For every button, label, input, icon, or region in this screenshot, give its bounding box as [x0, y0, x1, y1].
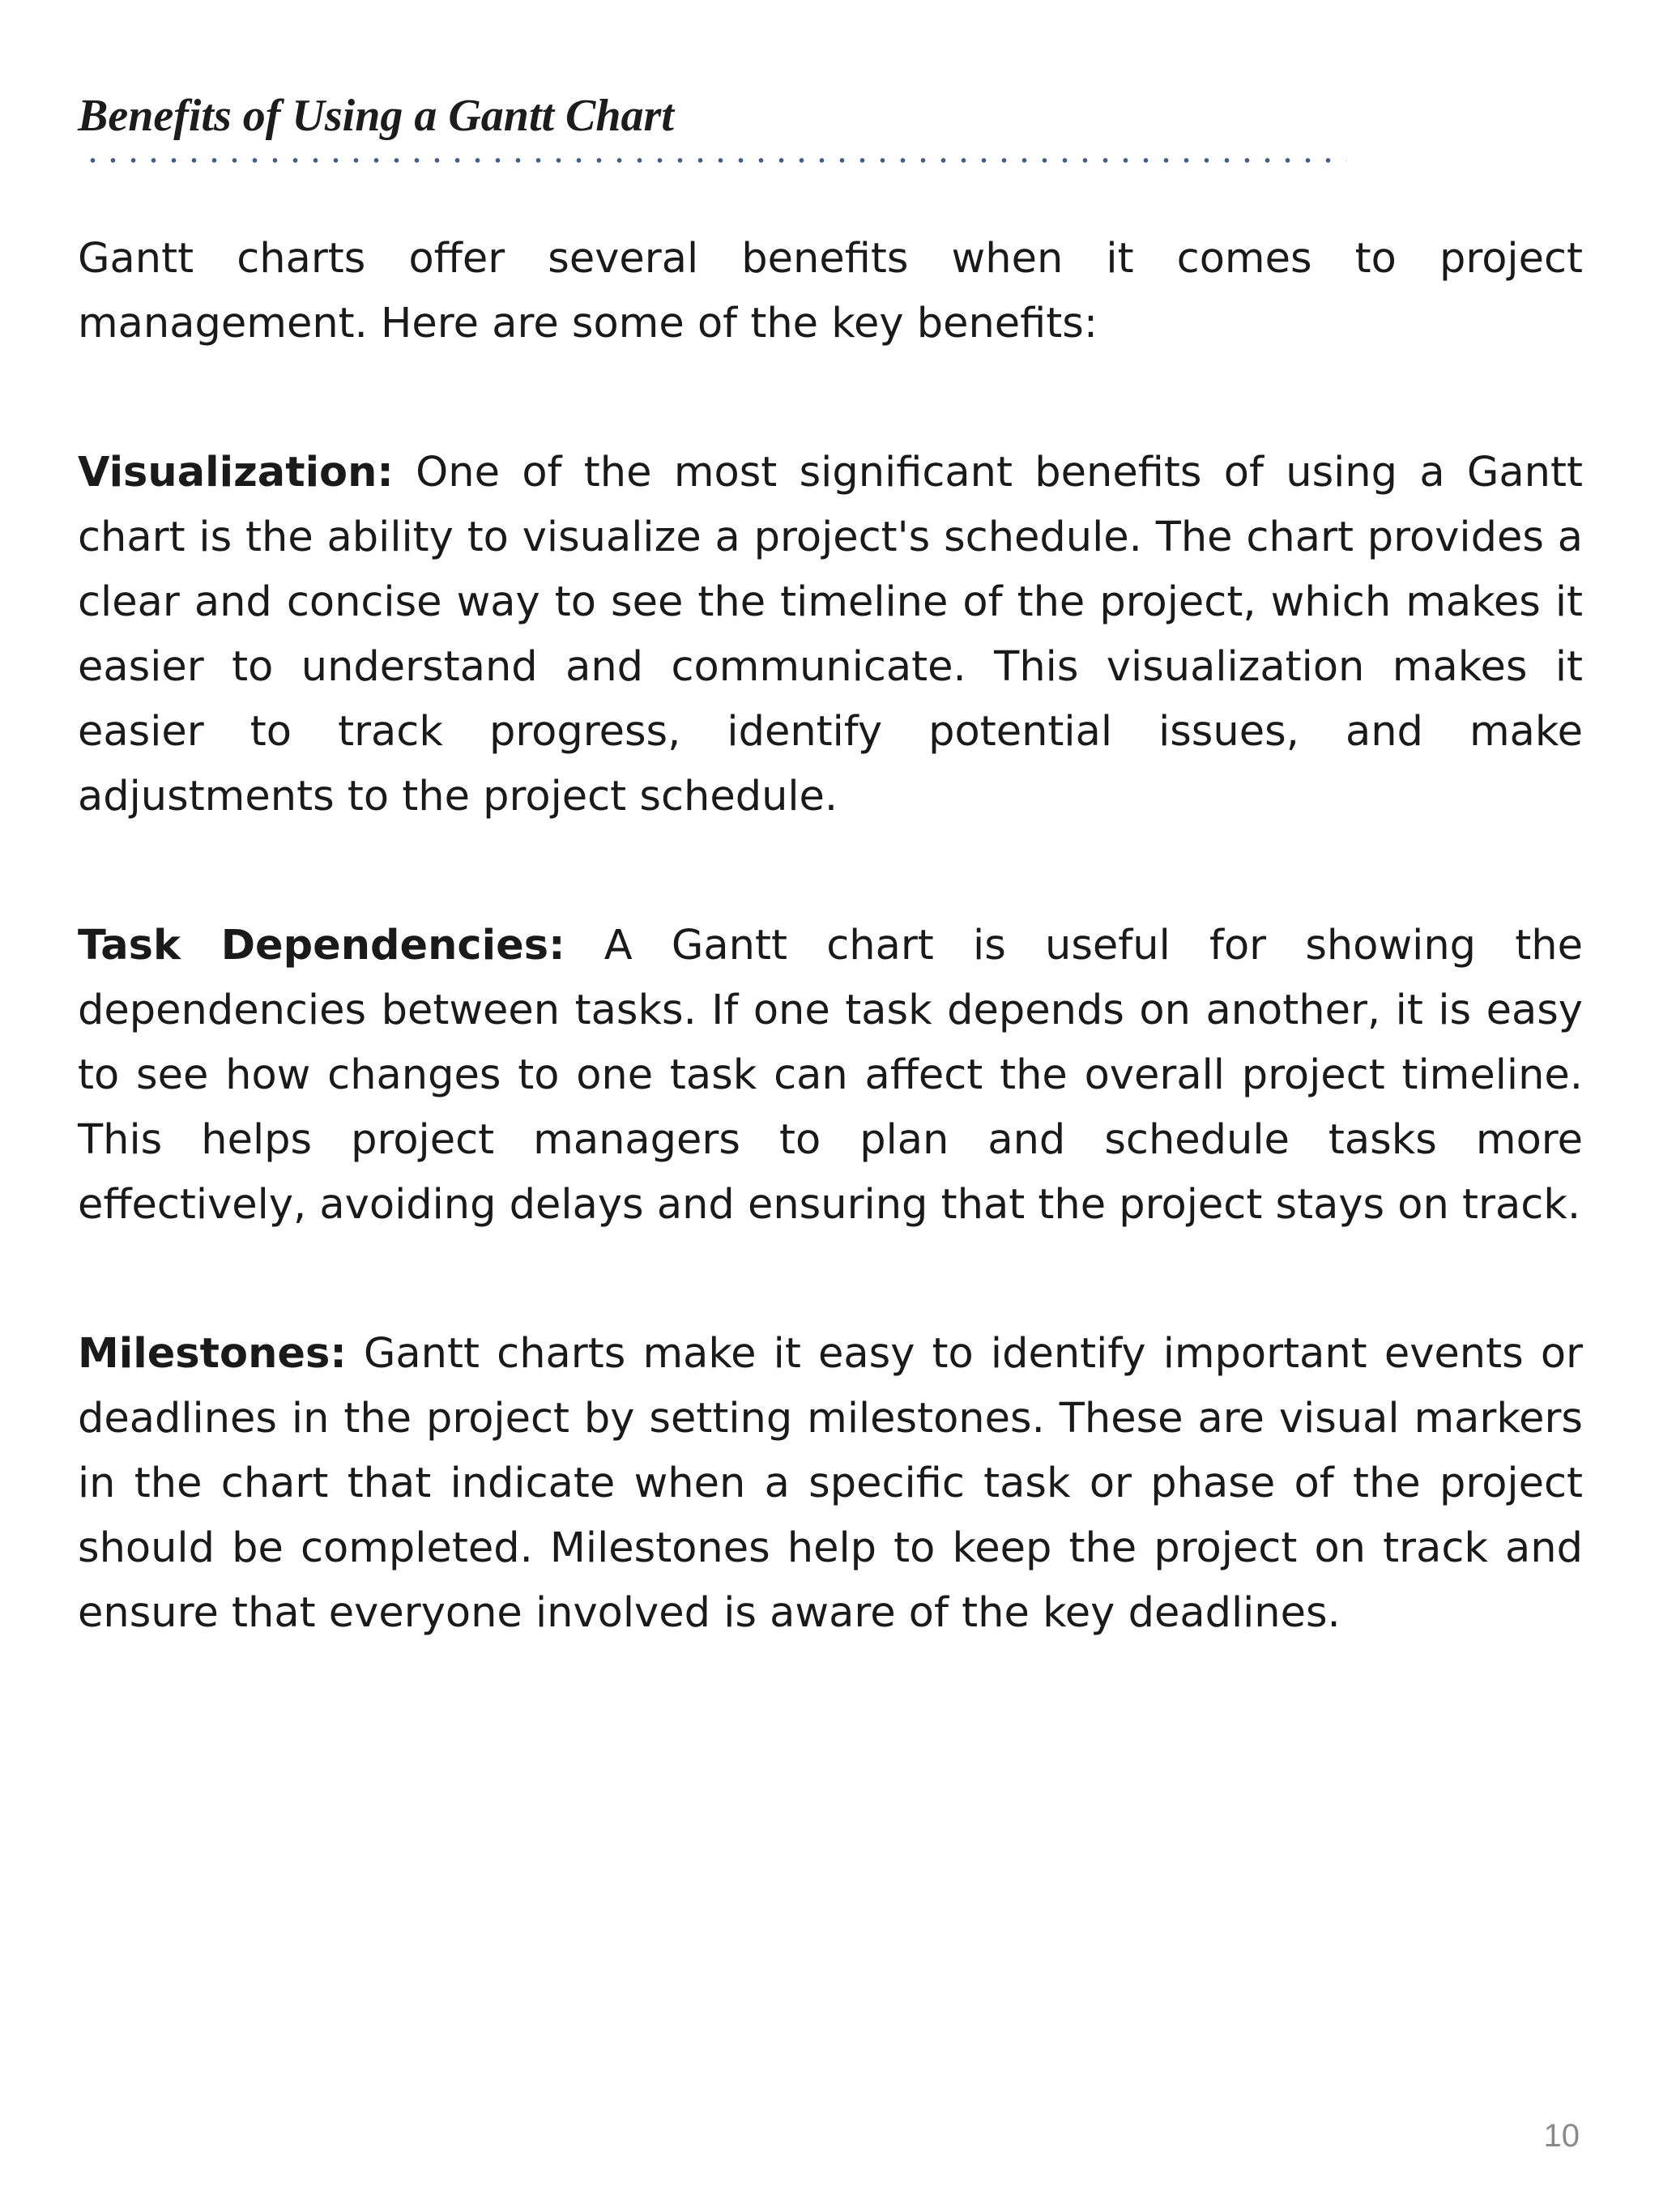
milestones-paragraph	[78, 1322, 1583, 1646]
title-dotted-divider	[83, 156, 1346, 164]
task-dependencies-text: A Gantt chart is useful for showing the dependencies between tasks. If one task depends on another, it is easy to see how changes to one task can affect the overall project timeline. This helps project managers to plan and schedule tasks more effectively, avoiding delays and ensuring that the project stays on track.	[78, 922, 1583, 1229]
task-dependencies-paragraph	[78, 914, 1583, 1238]
visualization-text: One of the most significant benefits of using a Gantt chart is the ability to visualize a project's schedule. The chart provides a clear and concise way to see the timeline of the project, which makes it easier to understand and communicate. This visualization makes it easier to track progress, identify potential issues, and make adjustments to the project schedule.	[78, 449, 1584, 820]
milestones-term: Milestones:	[78, 1330, 347, 1378]
intro-paragraph: Gantt charts offer several benefits when it comes to project management. Here are some of the key benefits:	[78, 235, 1583, 347]
page-title: Benefits of Using a Gantt Chart	[78, 91, 674, 141]
page-number: 10	[1543, 2118, 1580, 2154]
document-page	[78, 0, 1583, 2212]
body-content	[78, 227, 1583, 1646]
milestones-text: Gantt charts make it easy to identify important events or deadlines in the project by setting milestones. These are visual markers in the chart that indicate when a specific task or phase of the project should be completed. Milestones help to keep the project on track and ensure that everyone involved is aware of the key deadlines.	[78, 1330, 1583, 1637]
visualization-term: Visualization:	[78, 449, 394, 497]
visualization-paragraph	[78, 441, 1583, 829]
task-dependencies-term: Task Dependencies:	[78, 922, 565, 970]
